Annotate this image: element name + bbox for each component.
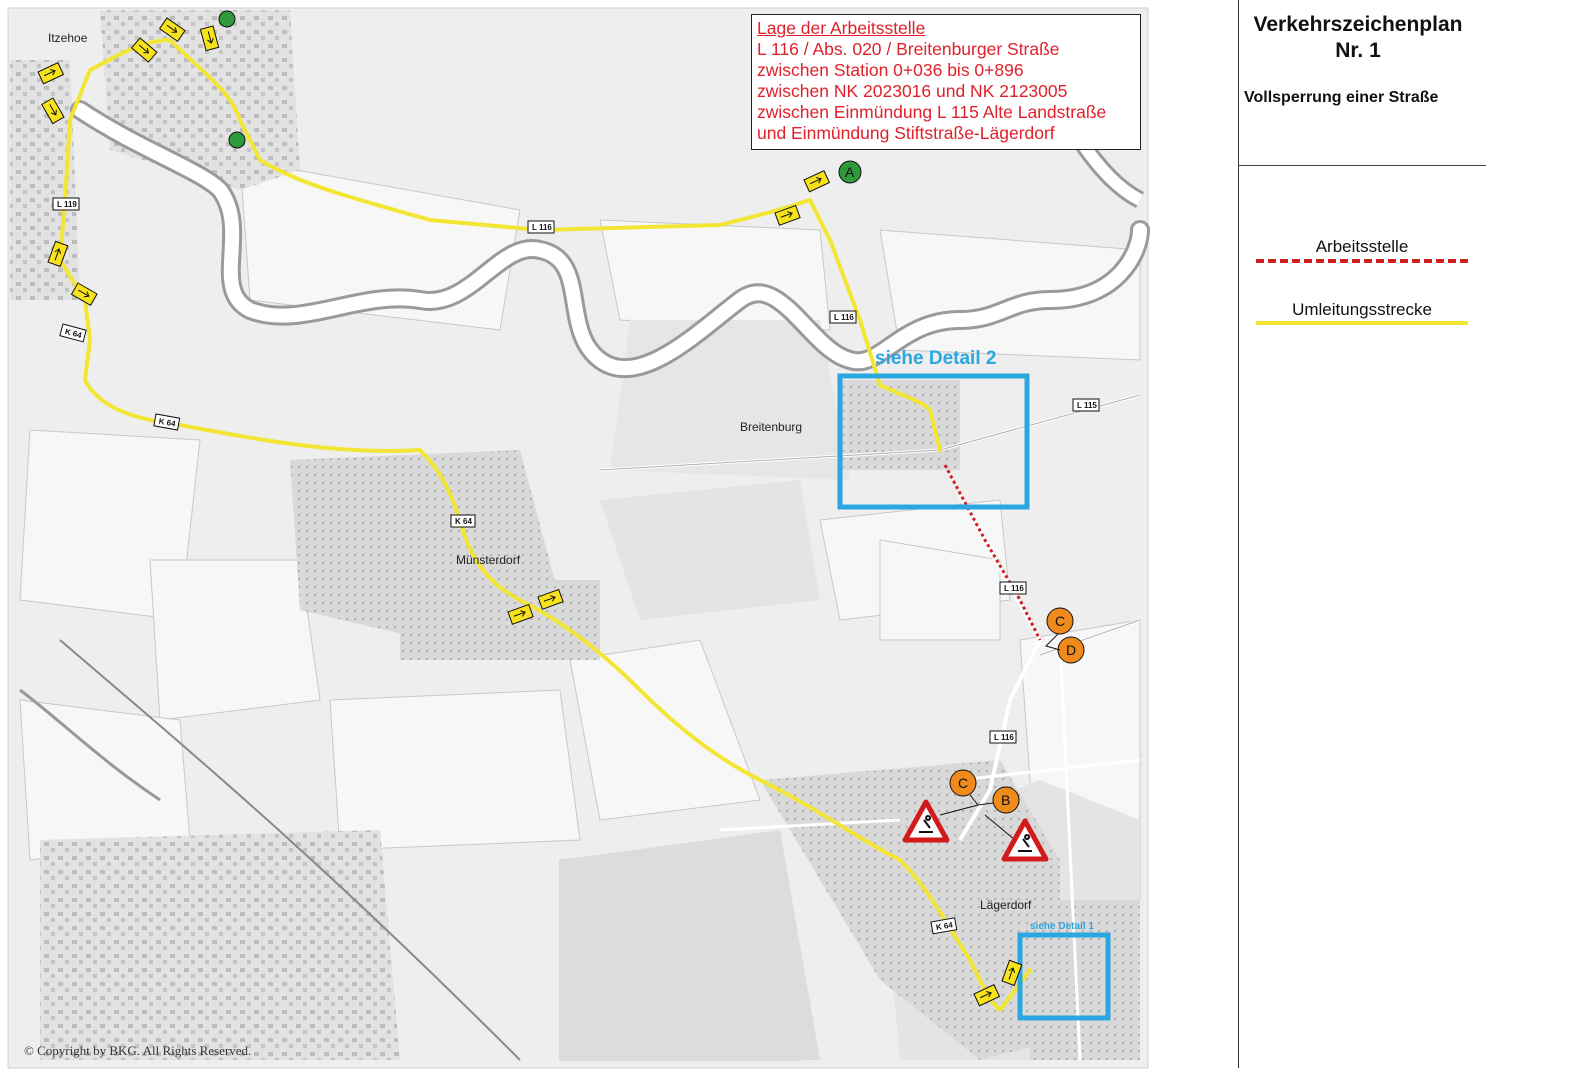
info-box-line: L 116 / Abs. 020 / Breitenburger Straße (757, 39, 1060, 59)
orange-marker-c-south-label: C (958, 775, 969, 791)
road-label-l116-south: L 116 (994, 733, 1014, 742)
orange-marker-d[interactable] (1058, 637, 1084, 663)
sidebar-rule (1238, 165, 1486, 166)
green-marker-a[interactable] (839, 161, 861, 183)
info-box-line: und Einmündung Stiftstraße-Lägerdorf (757, 123, 1055, 143)
road-label-l119: L 119 (57, 200, 77, 209)
plan-subtitle: Vollsperrung einer Straße (1244, 89, 1439, 106)
road-label-k64-muensterdorf: K 64 (455, 517, 472, 526)
detail-2-label: siehe Detail 2 (875, 348, 997, 369)
info-box-line: zwischen NK 2023016 und NK 2123005 (757, 81, 1068, 101)
plan-title (1238, 12, 1478, 64)
place-itzehoe: Itzehoe (48, 31, 88, 45)
road-label-k64-laegerdorf: K 64 (935, 920, 954, 933)
legend-worksite-line (1256, 259, 1468, 263)
legend-detour-label: Umleitungsstrecke (1292, 300, 1432, 319)
place-breitenburg: Breitenburg (740, 420, 803, 434)
place-laegerdorf: Lägerdorf (980, 898, 1032, 912)
orange-marker-c-south[interactable] (950, 770, 976, 796)
road-label-k64-mid: K 64 (158, 416, 177, 429)
road-label-l116-north: L 116 (532, 223, 552, 232)
orange-marker-c-north[interactable] (1047, 608, 1073, 634)
plan-title-line2: Nr. 1 (1335, 39, 1381, 62)
road-label-k64-west: K 64 (64, 326, 83, 341)
info-box-title: Lage der Arbeitsstelle (757, 18, 926, 38)
detail-1-label: siehe Detail 1 (1030, 921, 1094, 932)
legend-sidebar (1238, 0, 1583, 1080)
plan-title-line1: Verkehrszeichenplan (1253, 13, 1463, 36)
road-label-l116-breitenburg: L 116 (834, 313, 854, 322)
legend-detour-line (1256, 321, 1468, 325)
orange-marker-b[interactable] (993, 787, 1019, 813)
info-box-line: zwischen Einmündung L 115 Alte Landstraße (757, 102, 1107, 122)
green-marker-itzehoe (229, 132, 245, 148)
place-muensterdorf: Münsterdorf (456, 553, 521, 567)
green-marker-north (219, 11, 235, 27)
sidebar-divider (1238, 0, 1239, 1068)
worksite-info-box (751, 14, 1141, 150)
legend-worksite-label: Arbeitsstelle (1315, 237, 1409, 256)
orange-marker-d-label: D (1066, 642, 1077, 658)
green-marker-a-label: A (845, 164, 855, 180)
copyright-notice: © Copyright by BKG. All Rights Reserved. (24, 1043, 252, 1058)
road-label-l115: L 115 (1077, 401, 1097, 410)
road-label-l116-mid: L 116 (1004, 584, 1024, 593)
orange-marker-c-north-label: C (1055, 613, 1066, 629)
info-box-line: zwischen Station 0+036 bis 0+896 (757, 60, 1024, 80)
orange-marker-b-label: B (1001, 792, 1011, 808)
